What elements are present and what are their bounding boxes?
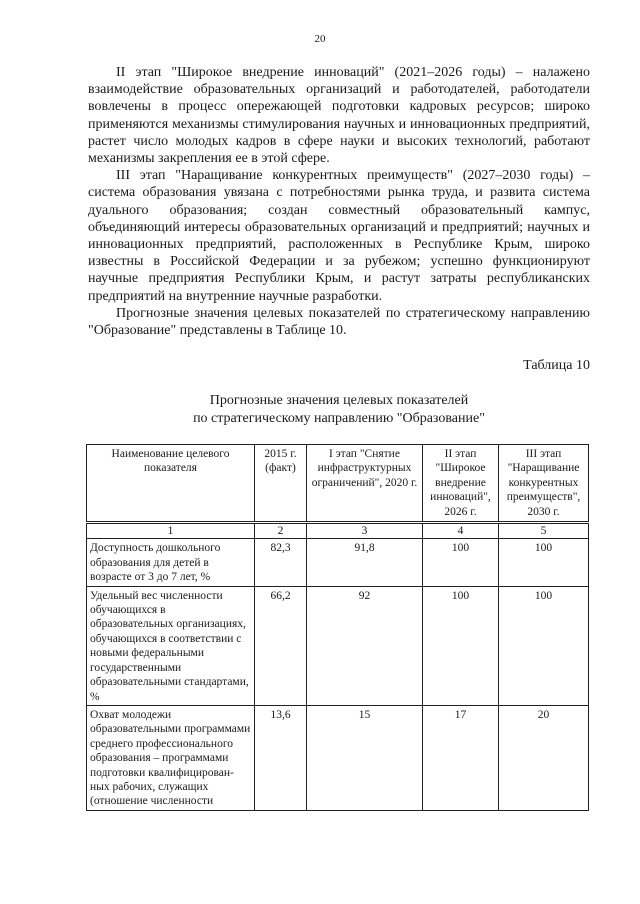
value-2020: 91,8: [307, 539, 423, 586]
value-2030: 100: [499, 586, 589, 705]
value-2020: 15: [307, 705, 423, 810]
table-row: [87, 539, 589, 586]
table-row: [87, 705, 589, 810]
column-number: 4: [423, 523, 499, 539]
indicator-name: Доступность дошкольного образования для детей в возрасте от 3 до 7 лет, %: [87, 539, 255, 586]
table-title-line-1: Прогнозные значения целевых показателей: [209, 393, 469, 408]
paragraph-stage-3: III этап "Наращивание конкурентных преимуществ" (2027–2030 годы) – система образования увязана с потребностями рынка труда, и развита система дуального образования; создан совместный образовательный кампус, объединяющий интересы образовательных организаций и предприятий; научных и инновационных предприятий, расположенных в Республике Крым, широко известны в Российской Федерации и за рубежом; успешно функционируют научные предприятия Республики Крым, и растут затраты республиканских предприятий на внутренние научные разработки.: [88, 168, 590, 304]
header-stage-3: III этап "Наращивание конкурентных преимуществ", 2030 г.: [499, 445, 589, 523]
table-title-line-2: по стратегическому направлению "Образование": [193, 411, 485, 426]
value-2015: 66,2: [255, 586, 307, 705]
column-number-row: [87, 523, 589, 539]
header-stage-1: I этап "Снятие инфраструктурных ограничений", 2020 г.: [307, 445, 423, 523]
value-2026: 100: [423, 586, 499, 705]
table-title: [88, 392, 590, 428]
value-2026: 100: [423, 539, 499, 586]
table-row: [87, 586, 589, 705]
value-2026: 17: [423, 705, 499, 810]
value-2015: 13,6: [255, 705, 307, 810]
value-2015: 82,3: [255, 539, 307, 586]
paragraph-table-intro: Прогнозные значения целевых показателей по стратегическому направлению "Образование" представлены в Таблице 10.: [88, 305, 590, 339]
column-number: 3: [307, 523, 423, 539]
column-number: 5: [499, 523, 589, 539]
column-number: 1: [87, 523, 255, 539]
value-2020: 92: [307, 586, 423, 705]
indicator-name: Охват молодежи образовательными программами среднего профессионального образования – программами подготовки квалифицирован-ных рабочих, служащих (отношение численности: [87, 705, 255, 810]
header-2015-fact: 2015 г. (факт): [255, 445, 307, 523]
indicators-table: [86, 444, 589, 811]
column-number: 2: [255, 523, 307, 539]
paragraph-stage-2: II этап "Широкое внедрение инноваций" (2021–2026 годы) – налажено взаимодействие образовательных организаций и работодателей, работодатели вовлечены в процесс опережающей подготовки кадровых ресурсов; широко применяются механизмы стимулирования научных и инновационных предприятий, растет число молодых кадров в сфере науки и высоких технологий, работают механизмы закрепления ее в этой сфере.: [88, 65, 590, 167]
table-label: Таблица 10: [523, 358, 590, 373]
page-number: 20: [314, 33, 326, 45]
value-2030: 20: [499, 705, 589, 810]
header-stage-2: II этап "Широкое внедрение инноваций", 2026 г.: [423, 445, 499, 523]
header-indicator-name: Наименование целевого показателя: [87, 445, 255, 523]
indicator-name: Удельный вес численности обучающихся в образовательных организациях, обучающихся в соответствии с новыми федеральными государственными образовательными стандартами, %: [87, 586, 255, 705]
body-text: [88, 64, 590, 339]
value-2030: 100: [499, 539, 589, 586]
table-header-row: [87, 445, 589, 523]
